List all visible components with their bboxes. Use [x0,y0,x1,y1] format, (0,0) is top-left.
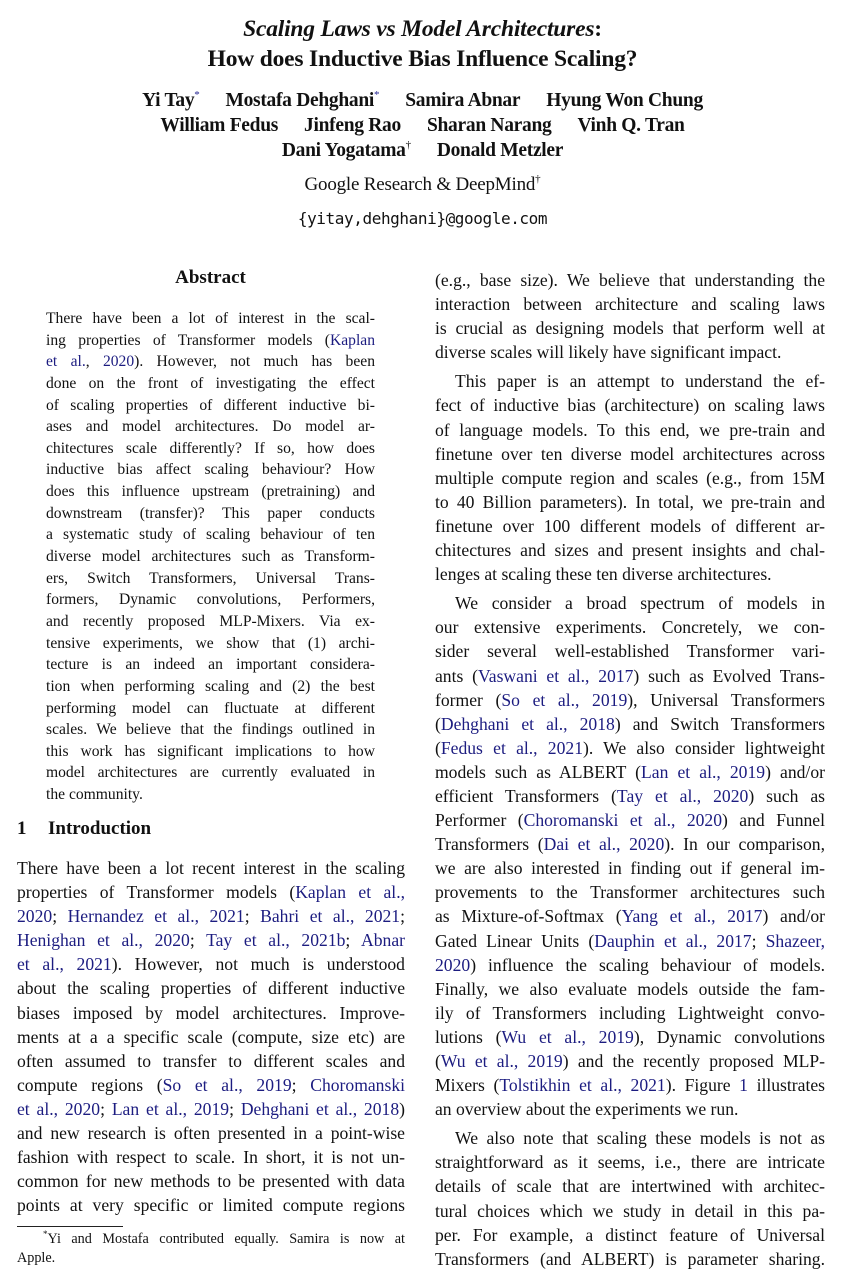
citation-link[interactable]: Henighan et al., 2020 [17,930,190,951]
text-span: a systematic study of scaling behaviour of ten [46,526,375,544]
text-span: ; [751,930,766,951]
text-span: of scaling properties of different inductive bi- [46,396,375,414]
citation-link[interactable]: Tay et al., 2020 [616,785,749,806]
text-line [435,832,825,856]
citation-link[interactable]: et al. [46,353,86,371]
footnote-line: Apple. [17,1250,56,1266]
paragraph [435,591,825,1121]
text-line [435,1126,825,1150]
text-line [435,538,825,562]
author-name: Sharan Narang [426,115,552,136]
text-span: per. For example, a distinct feature of Universal [435,1224,825,1245]
text-line [435,904,825,928]
text-span: the community. [46,786,143,804]
text-span: ; [189,930,207,951]
text-line [435,1073,825,1097]
text-span: There have been a lot recent interest in the scaling [17,858,405,878]
author-name: Hyung Won Chung [546,90,703,111]
text-line [46,373,375,395]
text-span: ; [52,906,68,927]
text-span: former ( [435,689,502,710]
citation-link[interactable]: Wu et al., 2019 [501,1026,634,1047]
text-line [435,591,825,615]
paragraph [435,369,825,586]
text-line [46,438,375,460]
text-line [46,330,375,352]
citation-link[interactable]: Choromanski [310,1074,405,1095]
text-line [46,633,375,655]
text-span: often assumed to transfer to different scales and [17,1050,405,1071]
text-span: ; [400,906,405,927]
text-span: ments at a a specific scale (compute, size etc) are [17,1026,405,1047]
text-line [17,1073,405,1097]
text-span: , [85,353,103,371]
text-span: ). In our comparison, [664,834,825,855]
contact-email: {yitay,dehghani}@google.com [297,209,548,228]
text-line [17,1193,405,1217]
citation-link[interactable]: Abnar [361,930,405,951]
text-span: tensive experiments, we show that (1) archi- [46,634,375,652]
text-line [46,459,375,481]
text-line [435,1223,825,1247]
text-span: ) and/or [765,761,825,782]
text-span: ) [399,1098,405,1119]
text-span: chitectures and sizes and present insights and chal- [435,540,825,561]
citation-link[interactable]: So et al., 2019 [162,1074,292,1095]
text-line [17,928,405,952]
text-line [46,719,375,741]
text-line [17,880,405,904]
text-span: and new research is often presented in a point-wise [17,1123,405,1144]
text-span: ). Figure [665,1075,740,1096]
text-line [435,418,825,442]
text-line [46,611,375,633]
citation-link[interactable]: Yang et al., 2017 [621,906,763,927]
text-span: we are also interested in finding out if general im- [435,858,825,879]
text-line [46,546,375,568]
text-line [46,741,375,763]
text-span: our extensive experiments. Concretely, we con- [435,617,825,638]
text-span: of language models. To this end, we pre-train and [435,419,825,440]
text-line [46,503,375,525]
abstract-body [46,308,375,806]
author-row [0,138,845,163]
text-span: ( [435,1051,441,1071]
text-line [17,952,405,976]
citation-link[interactable]: 1 [739,1075,748,1096]
author-name: Donald Metzler [436,140,564,161]
citation-link[interactable]: So et al., 2019 [501,689,628,710]
text-span: ; [291,1074,311,1095]
text-span: Gated Linear Units ( [435,930,595,951]
text-line [435,808,825,832]
citation-link[interactable]: Dauphin et al., 2017 [594,930,752,951]
text-span: ), Dynamic convolutions [633,1026,825,1047]
text-line [435,736,825,760]
text-span: properties of Transformer models ( [17,882,296,903]
text-span: Transformers (and ALBERT) is parameter sharing. [435,1248,825,1269]
text-span: ) and Switch Transformers [614,713,825,734]
citation-link[interactable]: 2020 [435,954,471,975]
text-span: ing properties of Transformer models ( [46,331,330,349]
text-span: scales. We believe that the findings outlined in [46,721,375,739]
author-name: William Fedus [160,115,279,136]
text-line [17,856,405,880]
text-span: There have been a lot of interest in the scal- [46,310,375,327]
text-span: common for new methods to be presented with data [17,1171,405,1192]
text-span: to 40 Billion parameters). In total, we pre-train and [435,491,825,512]
text-span: fashion with respect to scale. In short, it is not un- [17,1147,405,1168]
citation-link[interactable]: Dehghani et al., 2018 [440,713,615,734]
text-span: ; [345,930,362,951]
text-line [435,688,825,712]
abstract-heading: Abstract [175,267,246,288]
text-line [435,369,825,393]
text-span: performing model can fluctuate at different [46,699,375,717]
text-span: Performer ( [435,810,524,831]
author-list [0,88,845,163]
text-line [435,340,825,364]
text-line [435,393,825,417]
text-line [17,1049,405,1073]
citation-link[interactable]: Vaswani et al., 2017 [478,665,634,686]
author-name: Samira Abnar [405,90,521,111]
text-span: provements to the Transformer architectures such [435,882,825,903]
text-span: ) and Funnel [722,810,825,831]
text-span: does this influence upstream (pretraining) and [46,483,375,501]
text-line [46,762,375,784]
text-span: tecture is an indeed an important considera- [46,656,375,674]
text-line [435,316,825,340]
citation-link[interactable]: Lan et al., 2019 [111,1098,230,1119]
author-name: Yi Tay* [142,89,200,111]
text-span: tural choices which we study in detail in this pa- [435,1200,825,1221]
text-span: finetune over 100 different models of different ar- [435,515,825,536]
text-line [46,698,375,720]
author-row [0,88,845,113]
text-line [435,514,825,538]
author-name: Jinfeng Rao [304,115,401,136]
text-span: inductive bias affect scaling behaviour? How [46,461,375,479]
text-span: (e.g., base size). We believe that understanding the [435,270,825,290]
citation-link[interactable]: Shazeer, [765,930,825,951]
text-line [435,929,825,953]
text-span: interaction between architecture and scaling laws [435,294,825,315]
paper-title-line-2: How does Inductive Bias Influence Scaling? [207,46,638,72]
text-line [17,1121,405,1145]
text-span: ers, Switch Transformers, Universal Trans- [46,569,375,587]
author-footnote-mark[interactable]: † [405,139,411,151]
text-span: ) such as Evolved Trans- [633,665,825,686]
text-span: biases imposed by model architectures. Improve- [17,1002,405,1023]
text-span: ( [435,737,441,758]
author-name: Vinh Q. Tran [577,115,685,136]
text-line [435,664,825,688]
author-row [0,113,845,138]
text-span: ) and the recently proposed MLP- [562,1051,825,1071]
text-span: ) influence the scaling behaviour of models. [470,954,825,975]
text-span: ily of Transformers including Lightweight convo- [435,1002,825,1023]
text-line [435,977,825,1001]
text-span: is crucial as designing models that perform well at [435,318,825,339]
paper-header [0,14,845,230]
text-span: models such as ALBERT ( [435,761,642,782]
text-span: ). We also consider lightweight [583,737,825,758]
paragraph [435,1126,825,1271]
text-span: finetune over ten diverse model architectures across [435,443,825,464]
author-name: Dani Yogatama† [281,139,411,161]
text-span: We consider a broad spectrum of models in [455,593,825,614]
text-line [46,395,375,417]
citation-link[interactable]: 2020 [102,353,135,371]
affiliation: Google Research & DeepMind† [304,173,541,195]
text-line [435,1097,825,1121]
citation-link[interactable]: et al., 2021 [17,954,112,975]
text-span: lutions ( [435,1026,502,1047]
text-line [435,1174,825,1198]
text-line [435,1025,825,1049]
text-span: diverse model architectures such as Transform- [46,548,375,566]
citation-link[interactable]: Bahri et al., 2021 [260,906,401,927]
text-line [435,1001,825,1025]
text-span: ) and/or [762,906,825,927]
text-line [435,466,825,490]
text-span: multiple compute region and scales (e.g., from 15M [435,467,825,488]
citation-link[interactable]: Wu et al., 2019 [440,1051,563,1071]
text-span: diverse scales will likely have significant impact. [435,342,782,363]
text-span: We also note that scaling these models is not as [455,1128,825,1149]
footnote [17,1230,405,1268]
text-span: ( [435,713,441,734]
text-span: ), Universal Transformers [627,689,825,710]
text-line [435,1247,825,1271]
text-line [17,904,405,928]
introduction-left-column [17,856,405,1217]
text-line [435,442,825,466]
section-heading-introduction: 1 Introduction [17,818,152,839]
citation-link[interactable]: Tay et al., 2021b [206,930,346,951]
text-span: illustrates [747,1075,825,1096]
text-line [435,562,825,586]
text-span: ; [244,906,261,927]
text-span: compute regions ( [17,1074,163,1095]
text-line [435,615,825,639]
text-span: ases and model architectures. Do model ar- [46,418,375,436]
text-span: ). However, not much is understood [111,954,405,975]
text-line [46,654,375,676]
introduction-right-column [435,268,825,1271]
author-footnote-mark[interactable]: * [374,89,380,101]
text-line [46,676,375,698]
paper-title-line-1: Scaling Laws vs Model Architectures: [243,16,602,42]
citation-link[interactable]: Kaplan et al., [295,882,405,903]
text-line [435,1049,825,1073]
text-line [46,784,375,806]
text-span: ; [100,1098,112,1119]
citation-link[interactable]: Choromanski et al., 2020 [523,810,723,831]
text-span: This paper is an attempt to understand the ef- [455,371,825,392]
text-span: about the scaling properties of different inductive [17,978,405,999]
text-line [435,784,825,808]
text-span: as Mixture-of-Softmax ( [435,906,622,927]
text-line [17,1025,405,1049]
footnote-line: *Yi and Mostafa contributed equally. Samira is now at [43,1229,405,1247]
text-span: points at very specific or limited compute regions [17,1195,405,1216]
text-span: Finally, we also evaluate models outside the fam- [435,978,825,999]
text-line [17,1097,405,1121]
author-footnote-mark[interactable]: * [194,89,200,101]
text-span: straightforward as it seems, i.e., there are intricate [435,1152,825,1173]
citation-link[interactable]: 2020 [17,906,53,927]
text-line [17,1169,405,1193]
text-line [435,856,825,880]
text-span: chitectures scale differently? If so, how does [46,439,375,457]
text-span: an overview about the experiments we run. [435,1099,739,1120]
text-line [17,976,405,1000]
text-line [435,490,825,514]
text-span: ) such as [748,785,825,806]
text-line [435,880,825,904]
text-line [46,568,375,590]
text-line [435,268,825,292]
text-span: ants ( [435,665,479,686]
text-span: details of scale that are intertwined with architec- [435,1176,825,1197]
text-line [435,1150,825,1174]
citation-link[interactable]: Dai et al., 2020 [543,834,665,855]
text-span: and recently proposed MLP-Mixers. Via ex- [46,612,375,630]
text-span: ). However, not much has been [134,353,375,371]
text-line [435,953,825,977]
text-line [435,639,825,663]
text-line [46,351,375,373]
author-name: Mostafa Dehghani* [225,89,380,111]
text-span: efficient Transformers ( [435,785,617,806]
text-span: model architectures are currently evaluated in [46,764,375,782]
footnote-divider [17,1226,123,1227]
citation-link[interactable]: Hernandez et al., 2021 [67,906,245,927]
text-span: downstream (transfer)? This paper conducts [46,504,375,522]
text-line [435,292,825,316]
text-line [435,760,825,784]
citation-link[interactable]: Lan et al., 2019 [641,761,766,782]
citation-link[interactable]: et al., 2020 [17,1098,101,1119]
text-line [17,1001,405,1025]
text-span: lenges at scaling these ten diverse architectures. [435,564,772,585]
text-span: this work has significant implications to how [46,742,375,760]
text-line [46,481,375,503]
text-line [435,1199,825,1223]
text-line [435,712,825,736]
text-line [46,589,375,611]
text-span: Transformers ( [435,834,544,855]
text-span: formers, Dynamic convolutions, Performers, [46,591,375,609]
citation-link[interactable]: Kaplan [329,331,375,349]
paragraph [435,268,825,364]
text-line [46,524,375,546]
citation-link[interactable]: Fedus et al., 2021 [440,737,583,758]
text-span: fect of inductive bias (architecture) on scaling laws [435,395,825,416]
text-span: sider several well-established Transformer vari- [435,641,825,662]
text-line [17,1145,405,1169]
citation-link[interactable]: Tolstikhin et al., 2021 [499,1075,666,1096]
text-span: tion when performing scaling and (2) the best [46,677,375,695]
text-span: done on the front of investigating the effect [46,374,375,392]
text-span: Mixers ( [435,1075,500,1096]
text-line [46,308,375,330]
citation-link[interactable]: Dehghani et al., 2018 [240,1098,400,1119]
text-line [46,416,375,438]
text-span: ; [229,1098,241,1119]
